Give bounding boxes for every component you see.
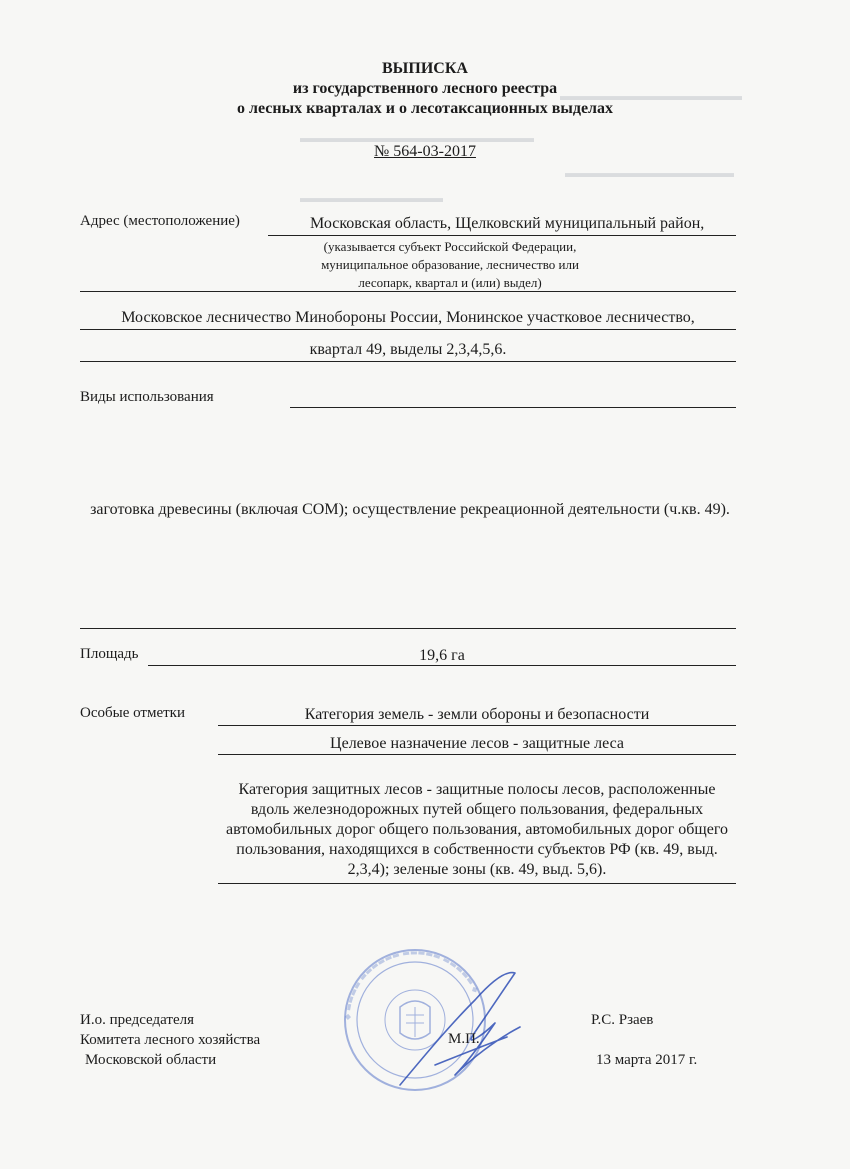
- signatory-position-line-3: Московской области: [85, 1052, 217, 1068]
- address-hint-line: (указывается субъект Российской Федерации,: [323, 239, 577, 254]
- forest-purpose: Целевое назначение лесов - защитные леса: [330, 735, 624, 752]
- address-hint-underline: [80, 291, 736, 292]
- document-number: № 564-03-2017: [374, 143, 476, 160]
- area-value: 19,6 га: [419, 647, 465, 664]
- address-label: Адрес (местоположение): [80, 213, 240, 229]
- forest-purpose-underline: [218, 754, 736, 755]
- address-line-2: Московское лесничество Минобороны России, Монинское участковое лесничество,: [121, 309, 695, 326]
- bleed-through-text: ▬▬▬▬▬▬▬▬▬▬▬▬▬: [565, 165, 734, 180]
- area-label: Площадь: [80, 646, 139, 662]
- signatory-name: Р.С. Рзаев: [591, 1012, 654, 1028]
- usage-underline: [290, 407, 736, 408]
- signatory-position-line-1: И.о. председателя: [80, 1012, 195, 1028]
- document-subtitle-1: из государственного лесного реестра: [292, 80, 558, 97]
- usage-bottom-underline: [80, 628, 736, 629]
- land-category-underline: [218, 725, 736, 726]
- bleed-through-text: ▬▬▬▬▬▬▬▬▬▬▬: [300, 190, 443, 205]
- bleed-through-text: ▬▬▬▬▬▬▬▬▬▬▬▬▬▬: [560, 88, 742, 103]
- address-hint-line: муниципальное образование, лесничество или: [321, 257, 579, 272]
- svg-text:◆ ▬▬▬▬ ▬▬▬▬▬▬ ▬▬▬▬▬ ▬▬▬▬▬ ◆: ◆ ▬▬▬▬ ▬▬▬▬▬▬ ▬▬▬▬▬ ▬▬▬▬▬ ◆: [342, 947, 481, 1021]
- document-subtitle-2: о лесных кварталах и о лесотаксационных выделах: [236, 100, 614, 117]
- address-underline: [268, 235, 736, 236]
- bleed-through-text: ▬▬▬▬▬▬▬▬▬▬▬▬▬▬▬▬▬▬: [300, 130, 534, 145]
- signatory-position-line-2: Комитета лесного хозяйства: [80, 1032, 261, 1048]
- stamp-mark-label: М.П.: [448, 1031, 480, 1047]
- usage-label: Виды использования: [80, 389, 214, 405]
- address-value: Московская область, Щелковский муниципальный район,: [310, 215, 705, 232]
- handwritten-signature: [395, 965, 535, 1095]
- document-date: 13 марта 2017 г.: [596, 1052, 698, 1068]
- address-hint: [280, 238, 620, 292]
- land-category: Категория земель - земли обороны и безопасности: [304, 706, 650, 723]
- special-label: Особые отметки: [80, 705, 185, 721]
- usage-value: заготовка древесины (включая СОМ); осуществление рекреационной деятельности (ч.кв. 49).: [90, 501, 730, 518]
- address-hint-line: лесопарк, квартал и (или) выдел): [358, 275, 542, 290]
- document-title: ВЫПИСКА: [382, 60, 468, 77]
- protective-forest-category: Категория защитных лесов - защитные полосы лесов, расположенные вдоль железнодорожных путей общего пользования, федеральных автомобильных дорог общего пользования, автомобильных дорог общего пользования, находящихся в собственности субъектов РФ (кв. 49, выд. 2,3,4); зеленые зоны (кв. 49, выд. 5,6).: [226, 781, 728, 878]
- address-line-3: квартал 49, выделы 2,3,4,5,6.: [309, 341, 507, 358]
- address-line-2-underline: [80, 329, 736, 330]
- address-line-3-underline: [80, 361, 736, 362]
- protective-forest-underline: [218, 883, 736, 884]
- area-underline: [148, 665, 736, 666]
